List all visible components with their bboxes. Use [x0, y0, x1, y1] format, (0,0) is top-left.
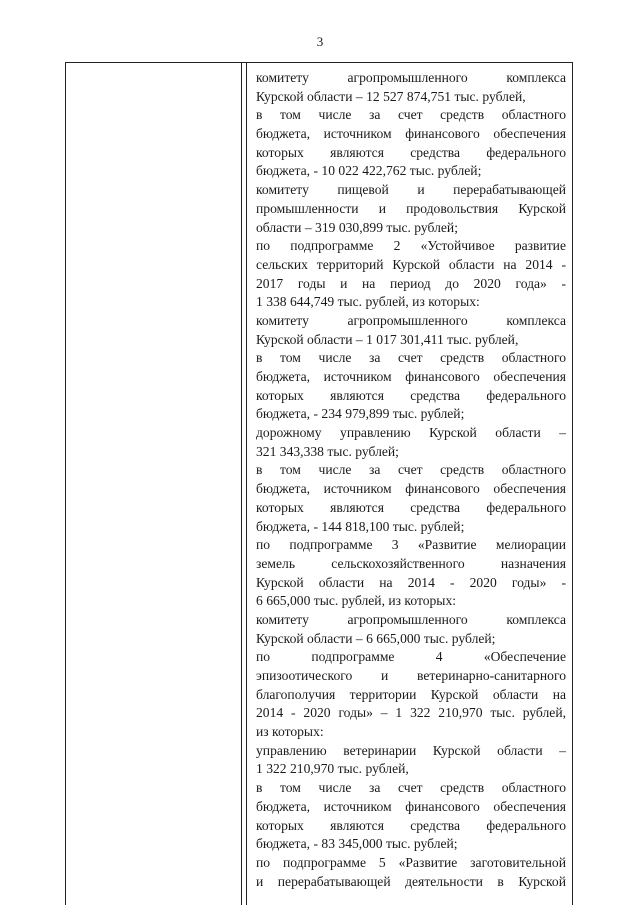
text-line: комитету пищевой и перерабатывающей [256, 182, 566, 198]
text-line: земель сельскохозяйственного назначения [256, 555, 566, 571]
text-line: 1 338 644,749 тыс. рублей, из которых: [256, 294, 480, 310]
text-line: из которых: [256, 724, 324, 740]
text-line: благополучия территории Курской области на [256, 686, 566, 702]
text-line: Курской области на 2014 - 2020 годы» - [256, 574, 566, 590]
text-line: и перерабатывающей деятельности в Курской [256, 873, 566, 889]
column-divider [241, 63, 247, 905]
text-line: бюджета, - 10 022 422,762 тыс. рублей; [256, 163, 482, 179]
text-line: которых являются средства федерального [256, 817, 566, 833]
document-table [65, 62, 573, 905]
text-line: сельских территорий Курской области на 2014 - [256, 256, 566, 272]
text-line: дорожному управлению Курской области – [256, 425, 566, 441]
text-line: 2017 годы и на период до 2020 года» - [256, 275, 566, 291]
text-line: по подпрограмме 5 «Развитие заготовительной [256, 854, 566, 870]
text-line: бюджета, источником финансового обеспечения [256, 798, 566, 814]
text-line: по подпрограмме 2 «Устойчивое развитие [256, 238, 566, 254]
text-line: в том числе за счет средств областного [256, 350, 566, 366]
text-line: эпизоотического и ветеринарно-санитарного [256, 668, 566, 683]
table-right-cell [256, 69, 566, 891]
text-line: промышленности и продовольствия Курской [256, 200, 566, 216]
text-line: 321 343,338 тыс. рублей; [256, 443, 399, 459]
text-line: Курской области – 1 017 301,411 тыс. рублей, [256, 331, 519, 347]
text-line: бюджета, - 83 345,000 тыс. рублей; [256, 836, 458, 852]
text-line: 6 665,000 тыс. рублей, из которых: [256, 593, 457, 609]
text-line: бюджета, - 234 979,899 тыс. рублей; [256, 406, 465, 422]
text-line: бюджета, источником финансового обеспечения [256, 369, 566, 384]
text-line: которых являются средства федерального [256, 387, 566, 403]
text-line: которых являются средства федерального [256, 144, 566, 160]
text-line: по подпрограмме 4 «Обеспечение [256, 649, 566, 665]
text-line: области – 319 030,899 тыс. рублей; [256, 219, 458, 235]
text-line: бюджета, источником финансового обеспечения [256, 126, 566, 142]
table-left-cell [66, 63, 241, 905]
text-line: комитету агропромышленного комплекса [256, 70, 566, 85]
text-line: Курской области – 12 527 874,751 тыс. рублей, [256, 88, 526, 104]
text-line: комитету агропромышленного комплекса [256, 611, 566, 627]
text-line: 2014 - 2020 годы» – 1 322 210,970 тыс. рублей, [256, 705, 566, 721]
text-line: в том числе за счет средств областного [256, 107, 566, 123]
text-line: бюджета, источником финансового обеспечения [256, 481, 566, 497]
page-number: 3 [316, 34, 324, 49]
text-line: Курской области – 6 665,000 тыс. рублей; [256, 630, 496, 646]
text-line: 1 322 210,970 тыс. рублей, [256, 761, 409, 777]
text-line: комитету агропромышленного комплекса [256, 312, 566, 328]
text-line: управлению ветеринарии Курской области – [256, 742, 566, 758]
text-line: бюджета, - 144 818,100 тыс. рублей; [256, 518, 465, 534]
text-line: которых являются средства федерального [256, 499, 566, 515]
text-line: по подпрограмме 3 «Развитие мелиорации [256, 537, 566, 553]
text-line: в том числе за счет средств областного [256, 780, 566, 796]
text-line: в том числе за счет средств областного [256, 462, 566, 478]
